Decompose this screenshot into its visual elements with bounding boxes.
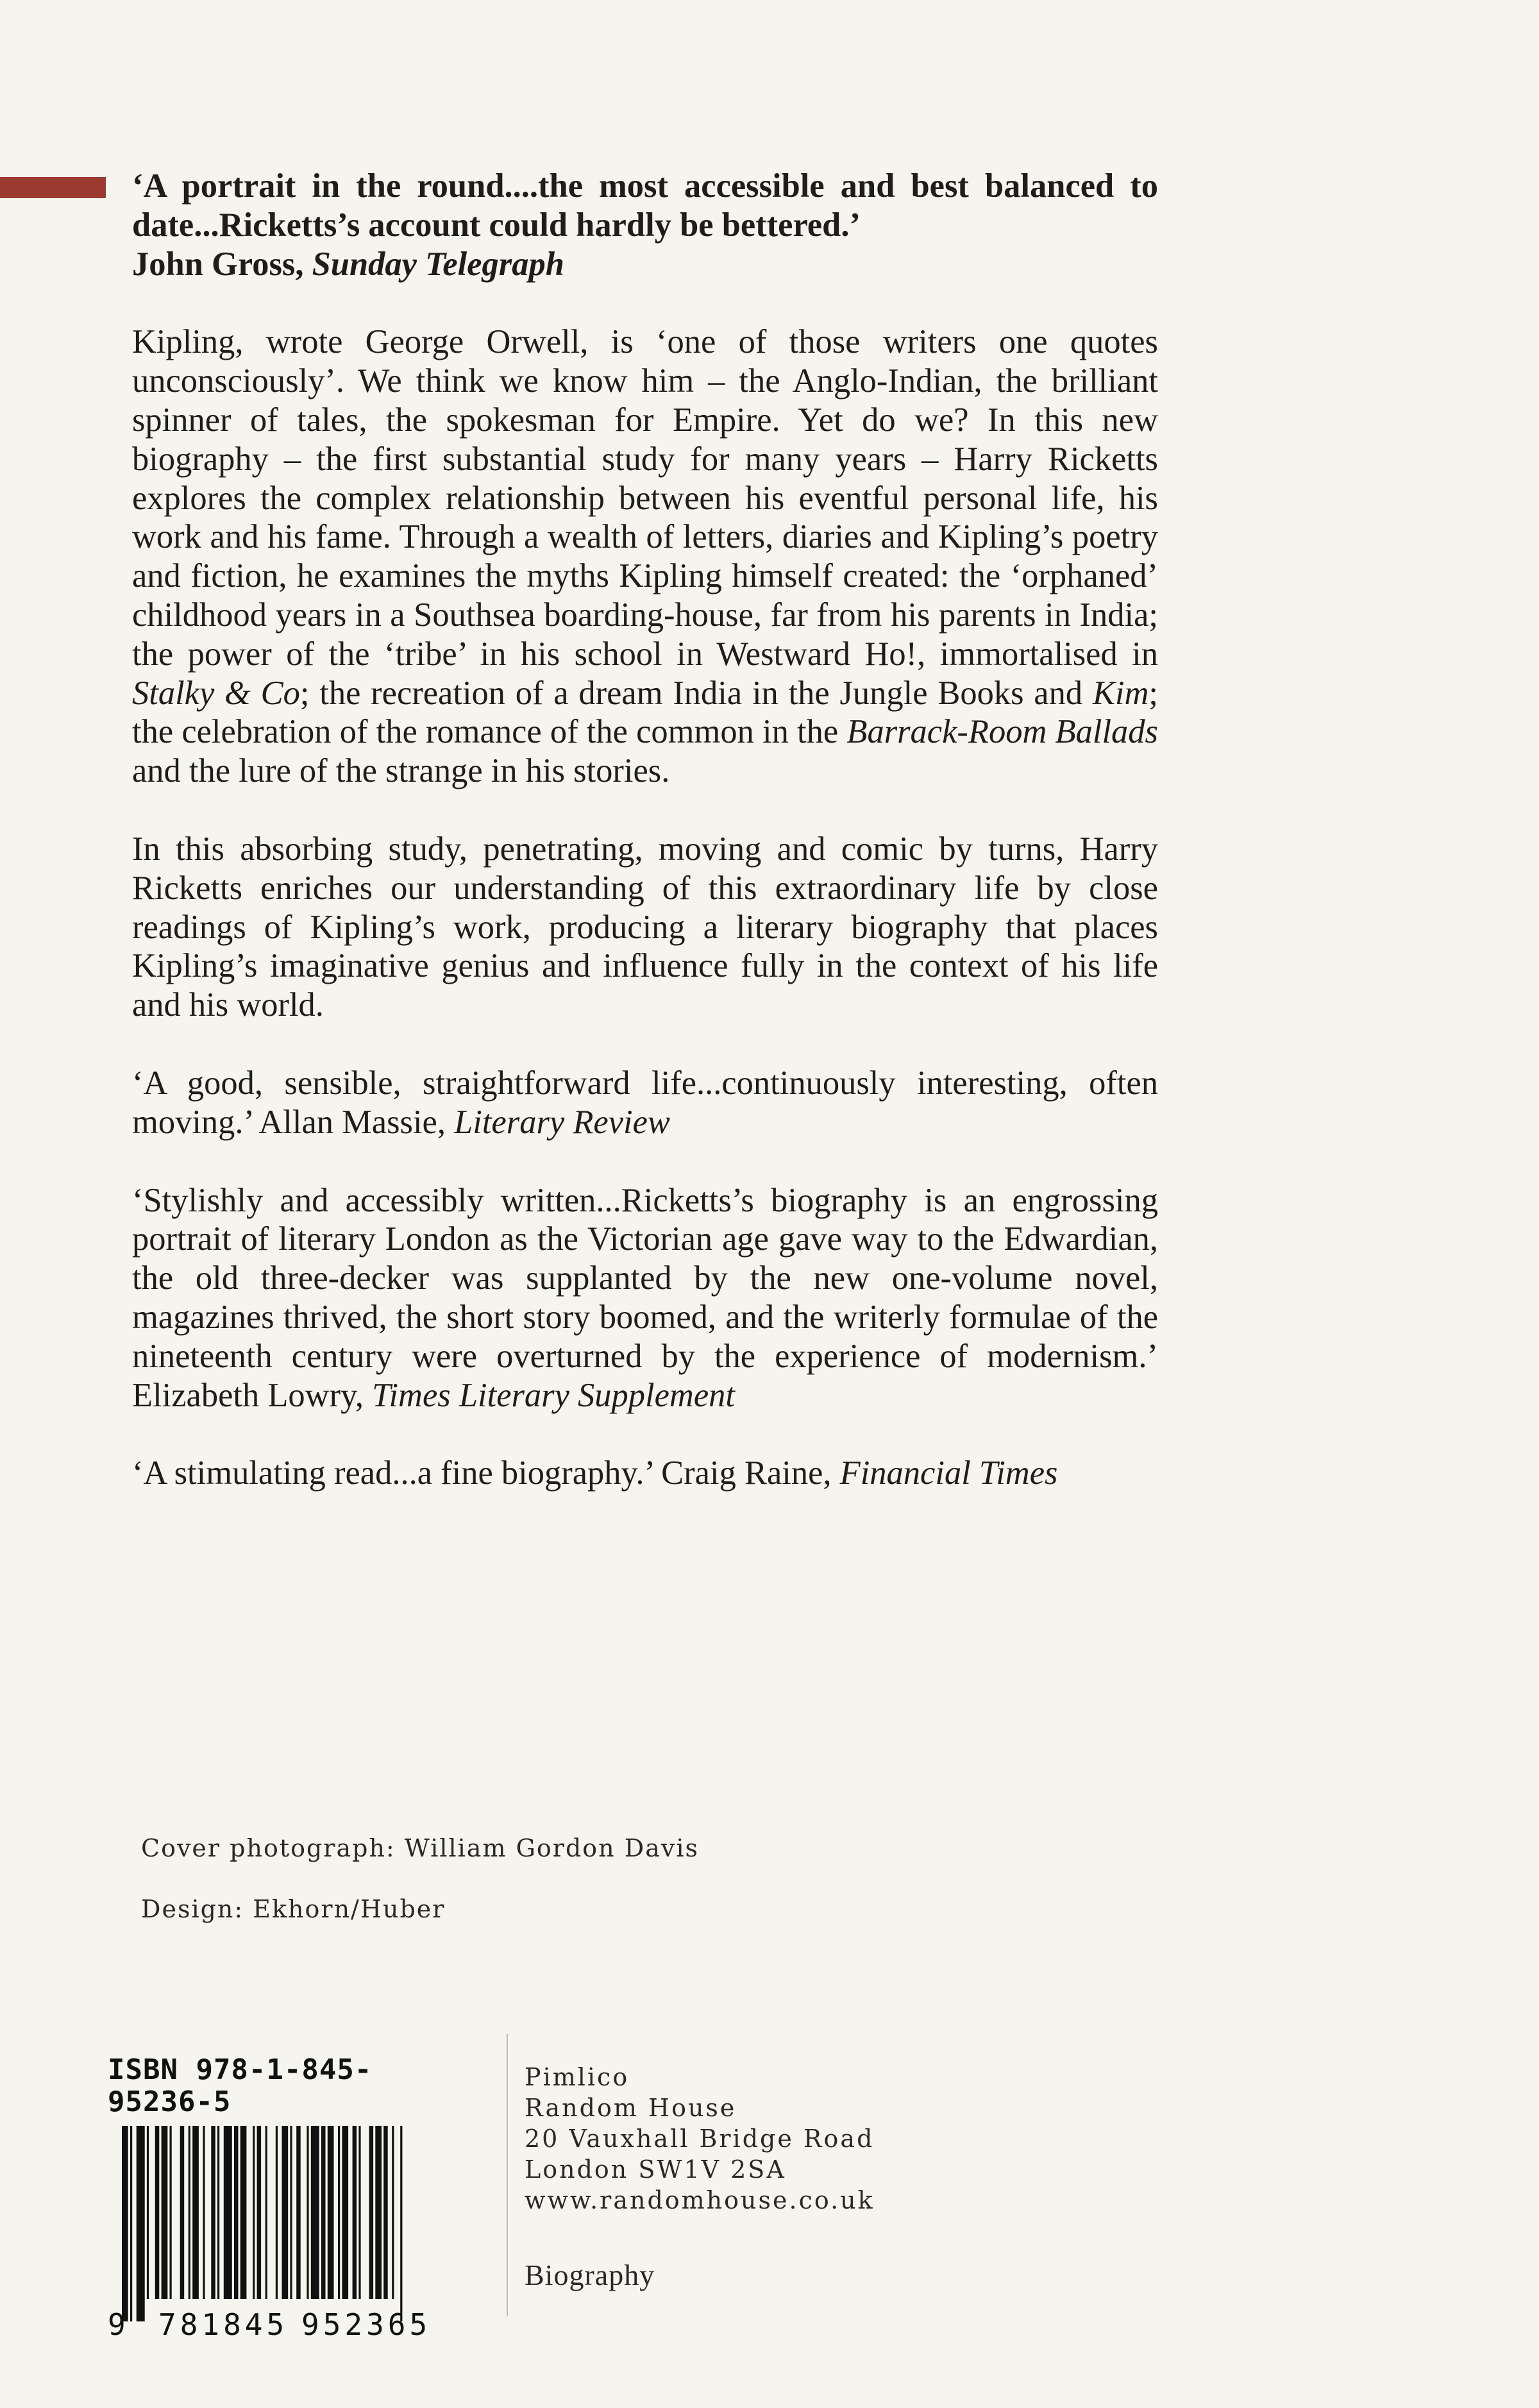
review-quote-1 <box>132 1064 1158 1142</box>
barcode-bar <box>342 2126 348 2299</box>
barcode-digit-group-1: 781845 <box>158 2307 289 2337</box>
barcode-bar <box>137 2126 145 2321</box>
publisher-name: Pimlico <box>525 2063 630 2091</box>
barcode-bar <box>130 2126 132 2321</box>
barcode-bar <box>162 2126 168 2299</box>
publisher-address <box>525 2062 875 2216</box>
publisher-house: Random House <box>525 2094 737 2122</box>
barcode-bar <box>290 2126 292 2299</box>
isbn-label: ISBN 978-1-845-95236-5 <box>108 2053 373 2118</box>
barcode-bar <box>307 2126 308 2299</box>
barcode-bar <box>253 2126 255 2299</box>
review-quote-3 <box>132 1454 1158 1493</box>
barcode-bar <box>321 2126 326 2299</box>
barcode-bar <box>147 2126 149 2299</box>
barcode-bar <box>383 2126 388 2299</box>
design-credit: Design: Ekhorn/Huber <box>141 1895 446 1923</box>
blurb-p1-text-4: and the lure of the strange in his stories. <box>132 752 670 790</box>
lead-quote-line-2: date...Ricketts’s account could hardly be bettered.’ <box>132 206 861 244</box>
vertical-divider <box>507 2034 508 2316</box>
barcode-bar <box>400 2126 402 2321</box>
barcode-bar <box>170 2126 172 2299</box>
blurb-p1-text-1: Kipling, wrote George Orwell, is ‘one of those writers one quotes unconsciously’. We think we know him – the Anglo-Indian, the brilliant spinner of tales, the spokesman for Empire. Yet do we? In this new biography – the first substantial study for many years – Harry Ricketts explores the complex relationship between his eventful personal life, his work and his fame. Through a wealth of letters, diaries and Kipling’s poetry and fiction, he examines the myths Kipling himself created: the ‘orphaned’ childhood years in a Southsea boarding-house, far from his parents in India; the power of the ‘tribe’ in his school in Westward Ho!, immortalised in <box>132 323 1158 673</box>
review-quote-2-text: ‘Stylishly and accessibly written...Ricketts’s biography is an engrossing portrait of literary London as the Victorian age gave way to the Edwardian, the old three-decker was supplanted by the new one-volume novel, magazines thrived, the short story boomed, and the writerly formulae of the nineteenth century were overturned by the experience of modernism.’ Elizabeth Lowry, <box>132 1181 1158 1414</box>
publisher-website: www.randomhouse.co.uk <box>525 2186 875 2214</box>
barcode-bar <box>358 2126 360 2299</box>
review-quote-2 <box>132 1181 1158 1415</box>
barcode-digit-group-2: 952365 <box>301 2307 432 2337</box>
barcode-bar <box>192 2126 199 2299</box>
review-quote-1-text: ‘A good, sensible, straightforward life...continuously interesting, often moving.’ Allan Massie, <box>132 1064 1158 1141</box>
barcode-bar <box>311 2126 319 2299</box>
barcode-bar <box>122 2126 128 2321</box>
barcode-bar <box>392 2126 394 2299</box>
review-quote-3-text: ‘A stimulating read...a fine biography.’ Craig Raine, <box>132 1454 832 1492</box>
publisher-city: London SW1V 2SA <box>525 2155 786 2184</box>
blurb-paragraph-2: In this absorbing study, penetrating, moving and comic by turns, Harry Ricketts enriches our understanding of this extraordinary life by close readings of Kipling’s work, producing a literary biography that places Kipling’s imaginative genius and influence fully in the context of his life and his world. <box>132 830 1158 1024</box>
review-quote-3-source: Financial Times <box>839 1454 1058 1492</box>
publisher-street: 20 Vauxhall Bridge Road <box>525 2125 875 2153</box>
lead-quote-attribution <box>132 245 1158 284</box>
barcode-bar <box>369 2126 374 2299</box>
barcode-bar <box>224 2126 232 2299</box>
barcode-icon <box>103 2126 475 2337</box>
barcode-bar <box>217 2126 219 2299</box>
cover-photo-credit: Cover photograph: William Gordon Davis <box>141 1834 699 1862</box>
red-accent-bar <box>0 177 106 198</box>
isbn-barcode <box>103 2054 475 2337</box>
back-cover-text <box>132 167 1158 1493</box>
barcode-bar <box>296 2126 301 2299</box>
review-quote-1-source: Literary Review <box>454 1103 670 1141</box>
barcode-bar <box>189 2126 190 2299</box>
lead-quote-author: John Gross, <box>132 245 304 283</box>
blurb-p1-italic-1: Stalky & Co <box>132 674 300 712</box>
barcode-bar <box>338 2126 340 2299</box>
blurb-p1-italic-3: Barrack-Room Ballads <box>846 713 1158 751</box>
blurb-p1-text-2: ; the recreation of a dream India in the Jungle Books and <box>299 674 1083 712</box>
barcode-bar <box>353 2126 357 2299</box>
barcode-bar <box>203 2126 205 2299</box>
blurb-paragraph-1 <box>132 323 1158 791</box>
barcode-bar <box>234 2126 239 2299</box>
barcode-bar <box>180 2126 185 2299</box>
blurb-p1-italic-2: Kim <box>1092 674 1149 712</box>
blurb-p1-text-3: ; the celebration of the romance of the common in the <box>132 674 1158 751</box>
review-quote-2-source: Times Literary Supplement <box>372 1376 735 1414</box>
book-category: Biography <box>525 2259 655 2291</box>
barcode-bar <box>240 2126 247 2299</box>
lead-quote-line-1: ‘A portrait in the round....the most accessible and best balanced to <box>132 167 1158 205</box>
barcode-bar <box>276 2126 278 2299</box>
barcode-first-digit: 9 <box>108 2307 126 2337</box>
barcode-bar <box>265 2126 267 2299</box>
barcode-bar <box>211 2126 215 2299</box>
barcode-bar <box>375 2126 382 2299</box>
barcode-bar <box>328 2126 334 2299</box>
barcode-bar <box>257 2126 262 2299</box>
lead-quote-source: Sunday Telegraph <box>312 245 564 283</box>
barcode-bar <box>282 2126 289 2299</box>
barcode-bar <box>155 2126 160 2299</box>
